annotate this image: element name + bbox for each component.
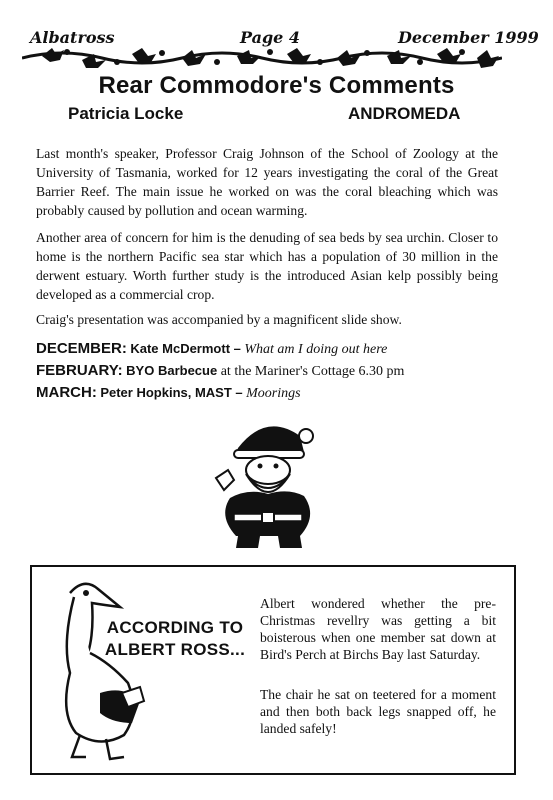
article-paragraph: Another area of concern for him is the denuding of sea beds by sea urchin. Closer to home is the northern Pacific sea star which has a population of 30 million in the derwent estuary. Worth further study is the introduced Asian kelp possibly being developed as a commercial crop.: [36, 230, 498, 302]
albatross-cartoon-icon: [40, 573, 150, 768]
article-paragraph: Craig's presentation was accompanied by a magnificent slide show.: [36, 312, 402, 327]
event-topic: What am I doing out here: [244, 342, 388, 357]
event-speaker: Kate McDermott –: [130, 341, 241, 356]
event-topic: Moorings: [246, 386, 301, 401]
column-heading: ALBERT ROSS...: [104, 640, 246, 659]
event-speaker: Peter Hopkins, MAST –: [100, 385, 243, 400]
page-header: [0, 0, 553, 80]
event-topic: at the Mariner's Cottage 6.30 pm: [220, 364, 405, 379]
column-paragraph: The chair he sat on teetered for a moment and then both back legs snapped off, he landed safely!: [260, 687, 496, 736]
event-speaker: BYO Barbecue: [126, 363, 218, 378]
holly-garland-icon: [22, 44, 502, 70]
publication-name: Albatross: [30, 28, 115, 47]
column-heading: ACCORDING TO: [106, 618, 244, 637]
article-paragraph: Last month's speaker, Professor Craig Johnson of the School of Zoology at the University of Tasmania, worked for 12 years investigating the coral of the Great Barrier Reef. The main issue he worked on was the coral bleaching which was probably caused by pollution and ocean warming.: [36, 146, 498, 218]
article-title: Rear Commodore's Comments: [98, 72, 455, 99]
event-item: [36, 340, 387, 358]
author-boat: ANDROMEDA: [348, 104, 461, 123]
santa-cartoon-icon: [208, 418, 326, 553]
page-number: Page 4: [240, 28, 301, 47]
issue-date: December 1999: [398, 28, 539, 47]
article-author: Patricia Locke: [68, 104, 184, 123]
event-item: [36, 362, 404, 380]
event-month: MARCH:: [36, 384, 97, 401]
event-item: [36, 384, 301, 402]
column-paragraph: Albert wondered whether the pre-Christmas revellry was getting a bit boisterous when one member sat down at Bird's Perch at Birchs Bay last Saturday.: [260, 596, 496, 662]
event-month: DECEMBER:: [36, 340, 127, 357]
event-month: FEBRUARY:: [36, 362, 123, 379]
